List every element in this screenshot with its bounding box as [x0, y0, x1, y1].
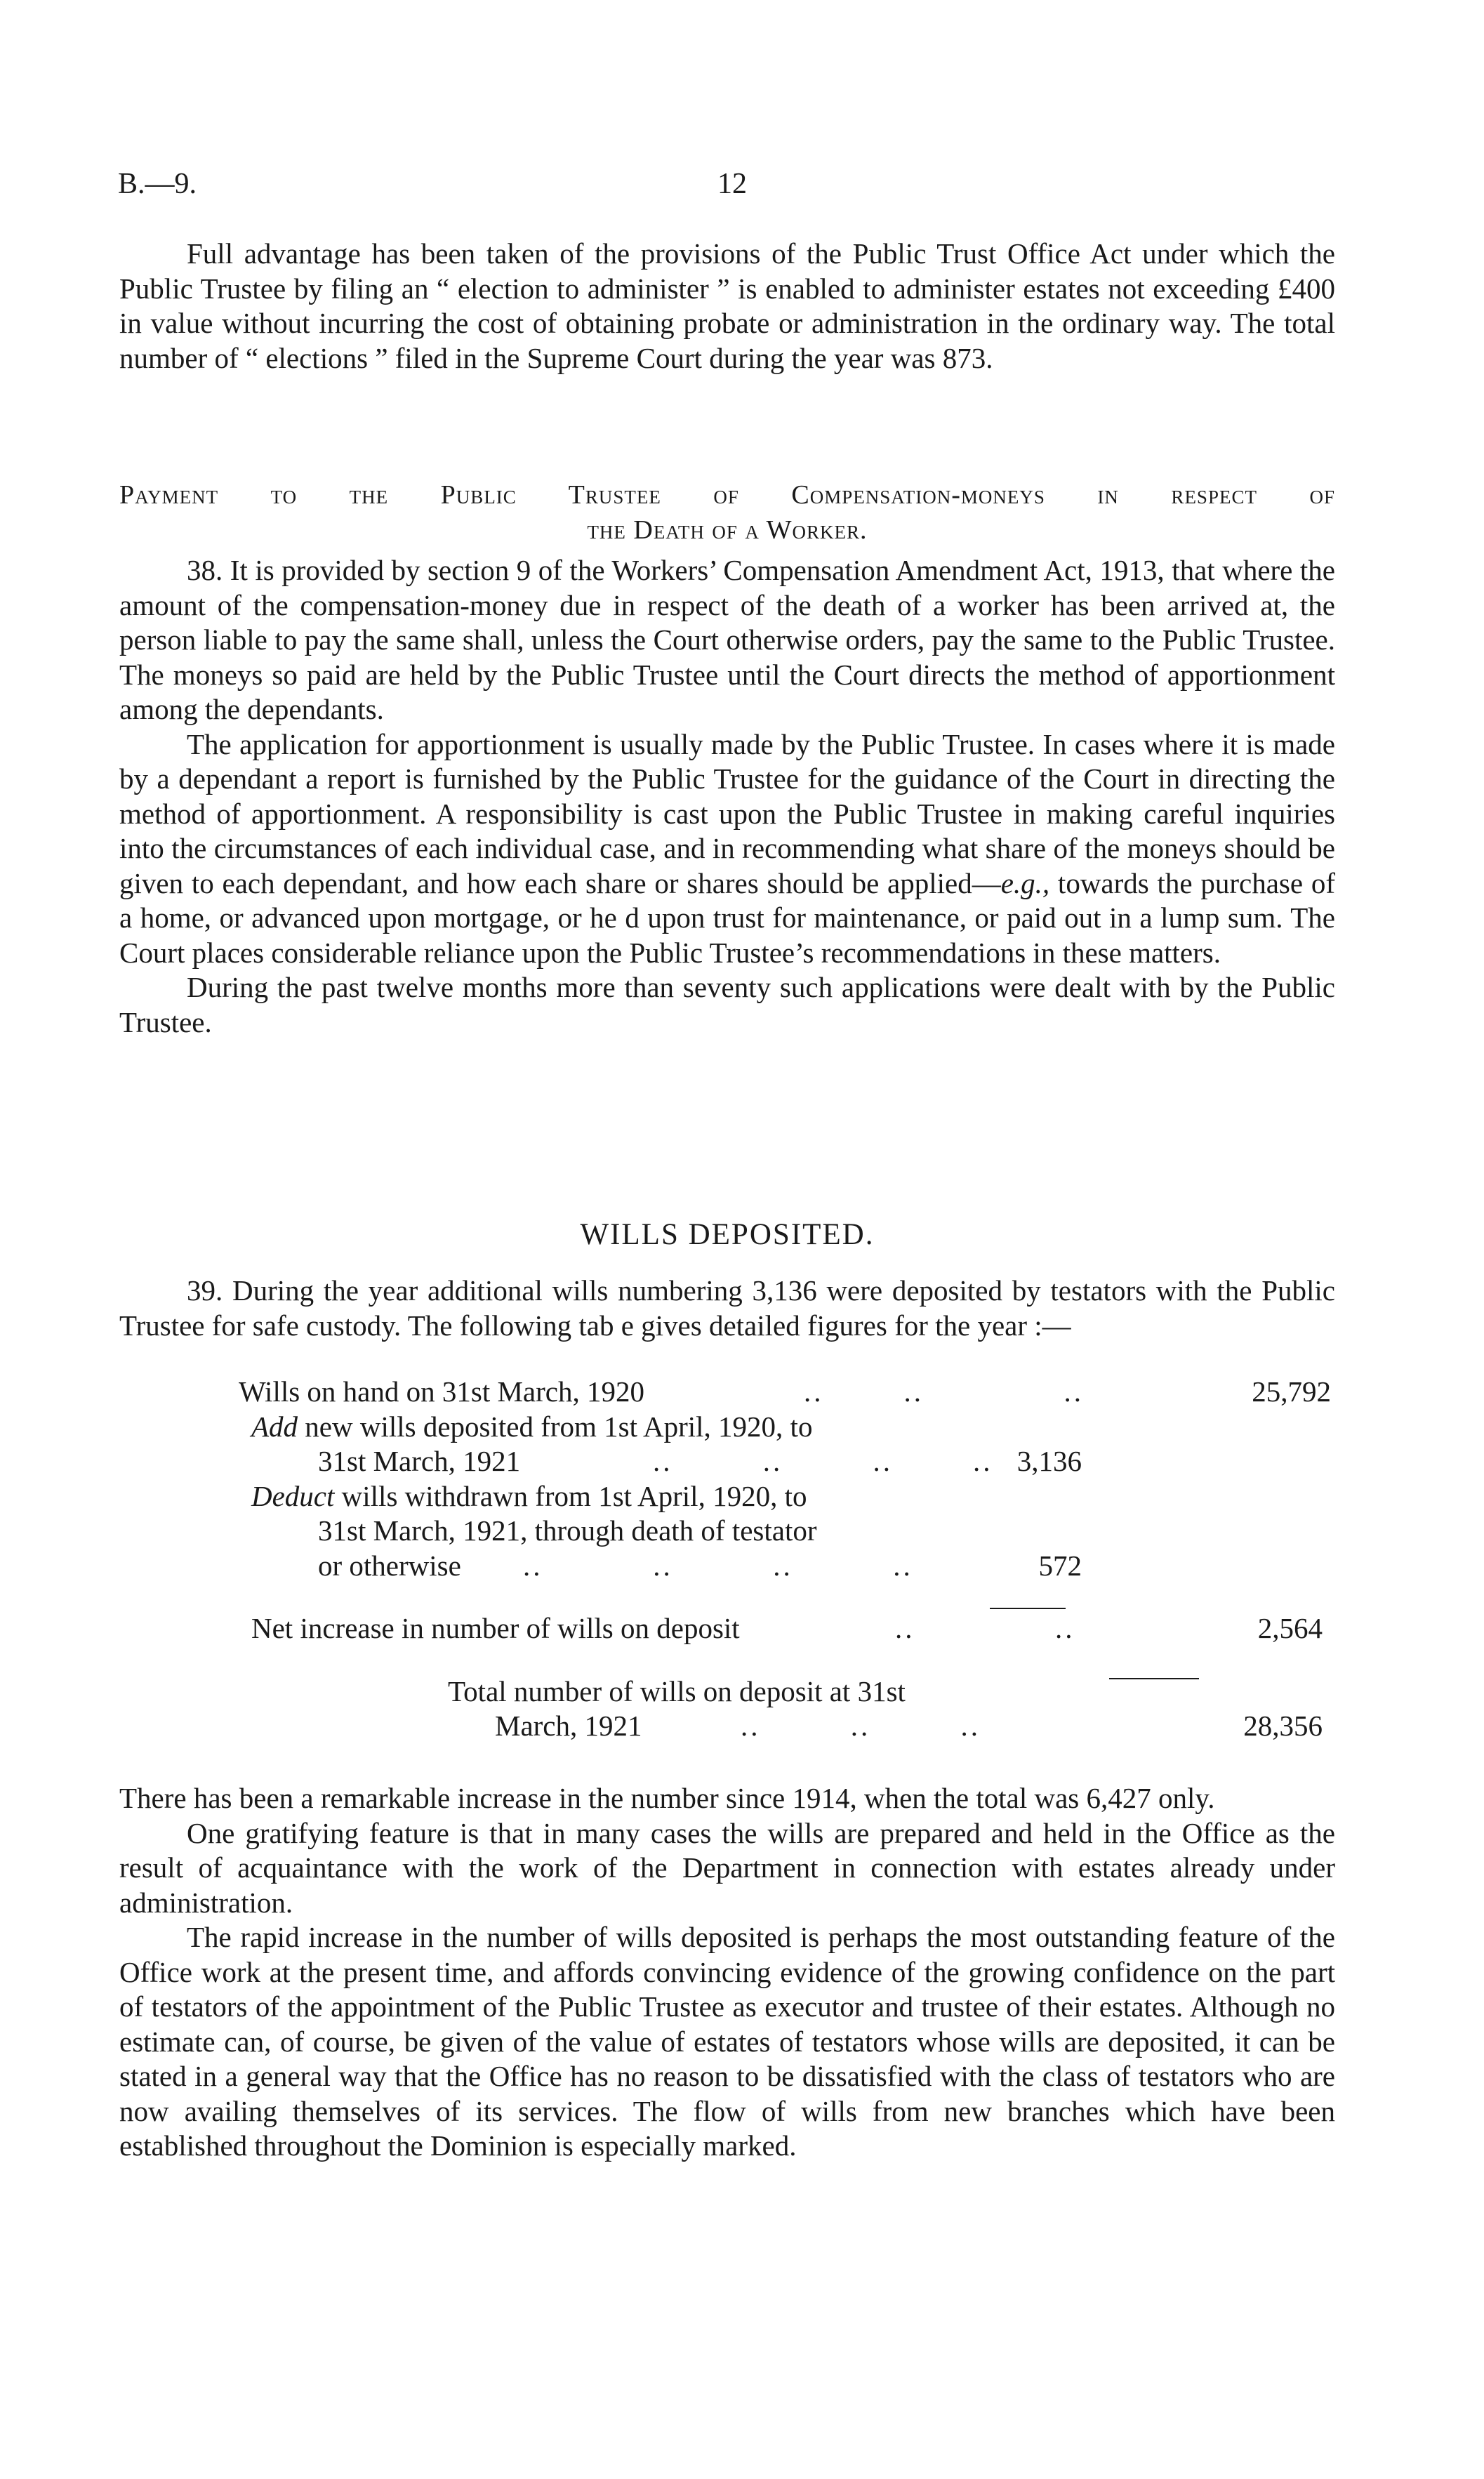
paragraph-increase: There has been a remarkable increase in the number since 1914, when the total was 6,427 only.: [119, 1782, 1215, 1814]
net-increase-label: Net increase in number of wills on deposit: [251, 1612, 740, 1644]
wills-heading: WILLS DEPOSITED.: [580, 1218, 875, 1251]
table-spacer: [119, 1646, 1335, 1674]
table-row: or otherwise .. .. .. .. 572: [119, 1549, 1335, 1584]
deduct-word: Deduct: [251, 1479, 335, 1512]
paragraph-38: 38. It is provided by section 9 of the Workers’ Compensation Amendment Act, 1913, that where the amount of the compensation-money due in respect of the death of a worker has been arrived at, the person liable to pay the same shall, unless the Court otherwise orders, pay the same to the Public Trustee. The moneys so paid are held by the Public Trustee until the Court directs the method of apportionment among the dependants.: [119, 554, 1335, 725]
table-row: Net increase in number of wills on deposit .. .. 2,564: [119, 1611, 1335, 1646]
paragraph-gratifying: One gratifying feature is that in many cases the wills are prepared and held in the Office as the result of acquaintance with the work of the Department in connection with estates already under administration.: [119, 1816, 1335, 1919]
deduct-period-label: 31st March, 1921, through death of testator: [318, 1514, 817, 1547]
compensation-heading-line1: Payment to the Public Trustee of Compensation-moneys in respect of: [119, 480, 1335, 510]
wills-on-hand-value: 25,792: [1252, 1375, 1331, 1408]
paragraph-apportionment-text-b: towards the purchase of a home, or advanced upon mortgage, or he d upon trust for maintenance, or paid out in a lump sum. The Court places considerable reliance upon the Public Trustee’s recommendations in these matters.: [119, 866, 1335, 969]
total-label-line2: March, 1921: [495, 1710, 642, 1742]
table-row: Wills on hand on 31st March, 1920 .. .. .. 25,792: [119, 1375, 1335, 1410]
table-row: [119, 1514, 1335, 1549]
wills-commentary: [119, 1781, 1335, 2164]
add-label: [251, 1410, 812, 1445]
deduct-value: 572: [1038, 1549, 1082, 1582]
paragraph-applications: During the past twelve months more than seventy such applications were dealt with by the Public Trustee.: [119, 971, 1335, 1038]
wills-table: [119, 1375, 1335, 1744]
document-reference: B.—9.: [118, 168, 197, 200]
paragraph-apportionment-eg: e.g.,: [1000, 866, 1050, 899]
total-value: 28,356: [1243, 1710, 1323, 1742]
subtotal-rule: [990, 1608, 1066, 1609]
table-row: [119, 1410, 1335, 1445]
add-value: 3,136: [1016, 1445, 1082, 1477]
deduct-rest: wills withdrawn from 1st April, 1920, to: [334, 1479, 807, 1512]
deduct-otherwise-label: or otherwise: [318, 1549, 461, 1582]
total-label-line1: Total number of wills on deposit at 31st: [448, 1674, 906, 1707]
compensation-heading-line2: the Death of a Worker.: [587, 515, 868, 545]
compensation-section: [119, 553, 1335, 1040]
table-row: 31st March, 1921 .. .. .. .. 3,136: [119, 1444, 1335, 1479]
wills-intro: [119, 1274, 1335, 1343]
table-spacer: [119, 1583, 1335, 1611]
compensation-heading: [119, 477, 1335, 548]
wills-on-hand-label: Wills on hand on 31st March, 1920: [239, 1375, 644, 1408]
total-rule: [1109, 1678, 1199, 1679]
page-number: 12: [717, 168, 747, 200]
page-header: [118, 167, 1335, 209]
add-period-label: 31st March, 1921: [318, 1445, 521, 1477]
table-row: March, 1921 .. .. .. 28,356: [119, 1709, 1335, 1744]
intro-paragraph: Full advantage has been taken of the provisions of the Public Trust Office Act under which the Public Trustee by filing an “ election to administer ” is enabled to administer estates not exceeding £400 in value without incurring the cost of obtaining probate or administration in the ordinary way. The total number of “ elections ” filed in the Supreme Court during the year was 873.: [119, 237, 1335, 374]
net-increase-value: 2,564: [1257, 1612, 1323, 1644]
add-rest: new wills deposited from 1st April, 1920, to: [298, 1410, 813, 1443]
deduct-label: [251, 1479, 807, 1514]
table-row: [119, 1479, 1335, 1514]
paragraph-rapid-increase: The rapid increase in the number of wills deposited is perhaps the most outstanding feature of the Office work at the present time, and affords convincing evidence of the growing confidence on the part of testators of the appointment of the Public Trustee as executor and trustee of their estates. Although no estimate can, of course, be given of the value of estates of testators whose wills are deposited, it can be stated in a general way that the Office has no reason to be dissatisfied with the class of testators who are now availing themselves of its services. The flow of wills from new branches which have been established throughout the Dominion is especially marked.: [119, 1921, 1335, 2162]
intro-section: [119, 237, 1335, 376]
paragraph-39: 39. During the year additional wills numbering 3,136 were deposited by testators with the Public Trustee for safe custody. The following tab e gives detailed figures for the year :—: [119, 1274, 1335, 1342]
paragraph-apportionment-text-a: The application for apportionment is usually made by the Public Trustee. In cases where it is made by a dependant a report is furnished by the Public Trustee for the guidance of the Court in directing the method of apportionment. A responsibility is cast upon the Public Trustee in making careful inquiries into the circumstances of each individual case, and in recommending what share of the moneys should be given to each dependant, and how each share or shares should be applied—: [119, 727, 1335, 899]
add-word: Add: [251, 1410, 298, 1443]
paragraph-apportionment: [119, 727, 1335, 971]
